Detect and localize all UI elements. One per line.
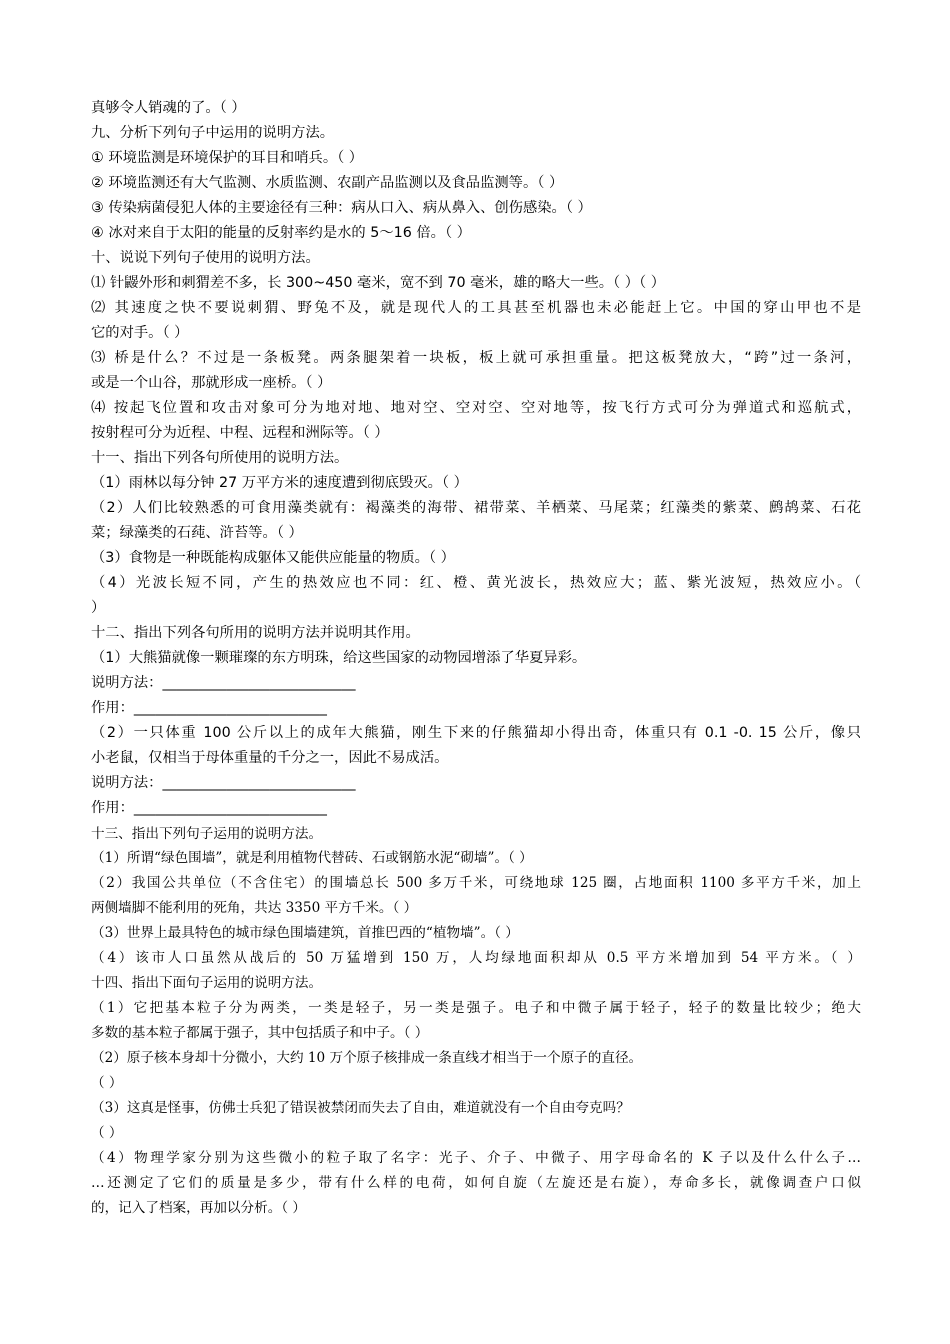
text-line: ② 环境监测还有大气监测、水质监测、农副产品监测以及食品监测等。（ ） <box>91 175 564 191</box>
answer-blank-method: 说明方法：___________________________ <box>91 675 356 691</box>
text-line: ） <box>91 600 106 616</box>
text-line: （1）所谓“绿色围墙”，就是利用植物代替砖、石或钢筋水泥“砌墙”。（ ） <box>91 850 533 866</box>
text-line: （3）食物是一种既能构成躯体又能供应能量的物质。（ ） <box>91 550 455 566</box>
text-line: （1）雨林以每分钟 27 万平方米的速度遭到彻底毁灭。（ ） <box>91 475 468 491</box>
text-line: ⑵ 其速度之快不要说刺猬、野兔不及，就是现代人的工具甚至机器也未必能赶上它。中国的穿山甲也不是 <box>91 300 861 316</box>
text-line: 它的对手。（ ） <box>91 325 189 341</box>
text-line: 菜；绿藻类的石莼、浒苔等。（ ） <box>91 525 303 541</box>
text-line: （2）我国公共单位（不含住宅）的围墙总长 500 多万千米，可绕地球 125 圈，占地面积 1100 多平方千米，加上 <box>91 875 861 891</box>
text-line: 或是一个山谷，那就形成一座桥。（ ） <box>91 375 332 391</box>
text-line: 小老鼠，仅相当于母体重量的千分之一，因此不易成活。 <box>91 750 449 766</box>
text-line: ③ 传染病菌侵犯人体的主要途径有三种：病从口入、病从鼻入、创伤感染。（ ） <box>91 200 592 216</box>
text-line: （2）一只体重 100 公斤以上的成年大熊猫，刚生下来的仔熊猫却小得出奇，体重只有 0.1 -0. 15 公斤，像只 <box>91 725 861 741</box>
text-line: ⑴ 针鼹外形和刺猬差不多，长 300~450 毫米，宽不到 70 毫米，雄的略大一些。（ ）（ ） <box>91 275 666 291</box>
text-line: 按射程可分为近程、中程、远程和洲际等。（ ） <box>91 425 389 441</box>
text-line: （1）它把基本粒子分为两类，一类是轻子，另一类是强子。电子和中微子属于轻子，轻子的数量比较少；绝大 <box>91 1000 861 1016</box>
section-heading-14: 十四、指出下面句子运用的说明方法。 <box>91 975 323 991</box>
text-line: 两侧墙脚不能利用的死角，共达 3350 平方千米。（ ） <box>91 900 418 916</box>
text-line: ⑶ 桥是什么？不过是一条板凳。两条腿架着一块板，板上就可承担重量。把这板凳放大，“跨”过一条河， <box>91 350 861 366</box>
answer-blank-method: 说明方法：___________________________ <box>91 775 356 791</box>
text-line: （3）世界上最具特色的城市绿色围墙建筑，首推巴西的“植物墙”。（ ） <box>91 925 519 941</box>
text-line: 的，记入了档案，再加以分析。（ ） <box>91 1200 307 1216</box>
section-heading-10: 十、说说下列句子使用的说明方法。 <box>91 250 320 266</box>
text-line: （4）物理学家分别为这些微小的粒子取了名字：光子、介子、中微子、用字母命名的 K 子以及什么什么子… <box>91 1150 861 1166</box>
answer-blank-effect: 作用：___________________________ <box>91 800 327 816</box>
section-heading-11: 十一、指出下列各句所使用的说明方法。 <box>91 450 349 466</box>
text-line: （4）光波长短不同，产生的热效应也不同：红、橙、黄光波长，热效应大；蓝、紫光波短，热效应小。（ <box>91 575 861 591</box>
text-line: ① 环境监测是环境保护的耳目和哨兵。（ ） <box>91 150 364 166</box>
text-line: …还测定了它们的质量是多少，带有什么样的电荷，如何自旋（左旋还是右旋），寿命多长，就像调查户口似 <box>91 1175 861 1191</box>
section-heading-12: 十二、指出下列各句所用的说明方法并说明其作用。 <box>91 625 420 641</box>
section-heading-9: 九、分析下列句子中运用的说明方法。 <box>91 125 335 141</box>
text-line: （ ） <box>91 1125 123 1141</box>
text-line: （ ） <box>91 1075 123 1091</box>
text-line: （4）该市人口虽然从战后的 50 万猛增到 150 万，人均绿地面积却从 0.5 平方米增加到 54 平方米。（ ） <box>91 950 861 966</box>
section-heading-13: 十三、指出下列句子运用的说明方法。 <box>91 826 323 842</box>
text-line: 多数的基本粒子都属于强子，其中包括质子和中子。（ ） <box>91 1025 429 1041</box>
text-line: 真够令人销魂的了。（ ） <box>91 100 246 116</box>
text-line: （1）大熊猫就像一颗璀璨的东方明珠，给这些国家的动物园增添了华夏异彩。 <box>91 650 587 666</box>
text-line: （2）原子核本身却十分微小，大约 10 万个原子核排成一条直线才相当于一个原子的直径。 <box>91 1050 643 1066</box>
text-line: ④ 冰对来自于太阳的能量的反射率约是水的 5～16 倍。（ ） <box>91 225 471 241</box>
text-line: （2）人们比较熟悉的可食用藻类就有：褐藻类的海带、裙带菜、羊栖菜、马尾菜；红藻类的紫菜、鹧鸪菜、石花 <box>91 500 861 516</box>
text-line: ⑷ 按起飞位置和攻击对象可分为地对地、地对空、空对空、空对地等，按飞行方式可分为弹道式和巡航式， <box>91 400 861 416</box>
answer-blank-effect: 作用：___________________________ <box>91 700 327 716</box>
text-line: （3）这真是怪事，仿佛士兵犯了错误被禁闭而失去了自由，难道就没有一个自由夸克吗？ <box>91 1100 630 1116</box>
